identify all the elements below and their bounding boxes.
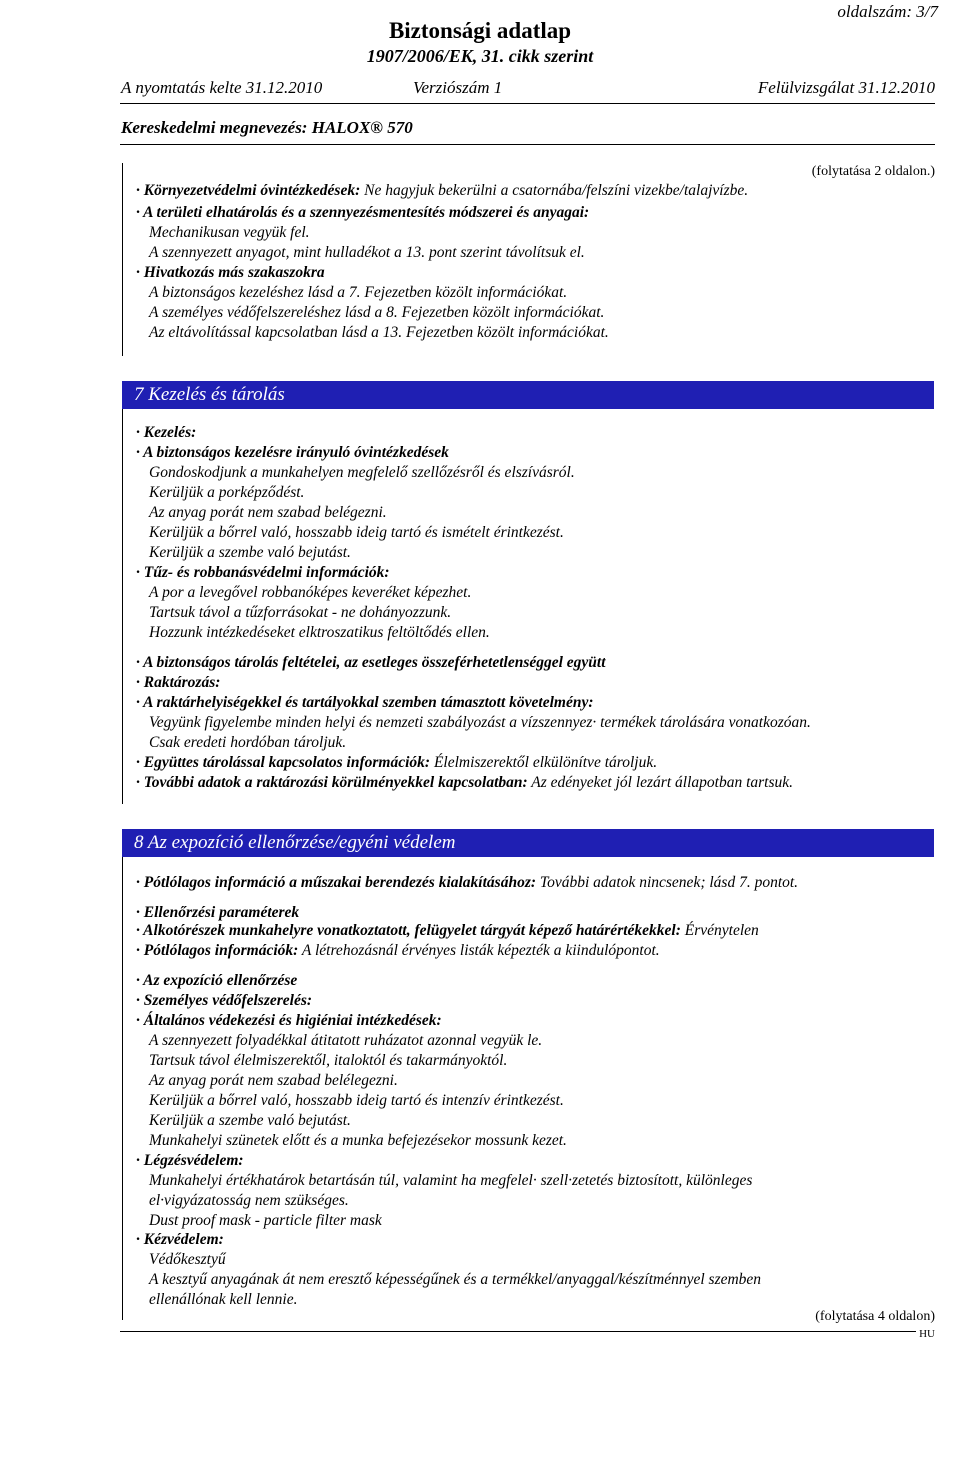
header-divider-bottom bbox=[120, 144, 935, 145]
workplace-limit-values: · Alkotórészek munkahelyre vonatkoztatott, felügyelet tárgyát képező határértékekkel: Érvénytelen bbox=[136, 922, 759, 939]
reference-line: Az eltávolítással kapcsolatban lásd a 13. Fejezetben közölt információkat. bbox=[149, 324, 609, 341]
additional-information: · Pótlólagos információk: A létrehozásnál érvényes listák képezték a kiindulópontot. bbox=[136, 942, 660, 959]
hygiene-measures-label: · Általános védekezési és higiéniai intézkedések: bbox=[136, 1012, 442, 1029]
safe-handling-line: Kerüljük a szembe való bejutást. bbox=[149, 544, 351, 561]
storage-requirements-label: · A raktárhelyiségekkel és tartályokkal szemben támasztott követelmény: bbox=[136, 694, 594, 711]
safe-handling-line: Az anyag porát nem szabad belégezni. bbox=[149, 504, 387, 521]
footer-divider bbox=[120, 1331, 935, 1332]
version-number: Verziószám 1 bbox=[413, 78, 503, 97]
country-code: HU bbox=[916, 1328, 935, 1340]
environmental-precautions: · Környezetvédelmi óvintézkedések: Ne hagyjuk bekerülni a csatornába/felszíni vizekbe/talajvízbe. bbox=[136, 182, 749, 199]
continued-on-note: (folytatása 4 oldalon) bbox=[815, 1309, 935, 1324]
hygiene-line: A szennyezett folyadékkal átitatott ruházatot azonnal vegyük le. bbox=[149, 1032, 543, 1049]
hygiene-line: Tartsuk távol élelmiszerektől, italoktól és takarmányoktól. bbox=[149, 1052, 508, 1069]
storage-requirements-line: Vegyünk figyelembe minden helyi és nemzeti szabályozást a vízszennyez· termékek tárolására vonatkozóan. bbox=[149, 714, 811, 731]
control-parameters-label: · Ellenőrzési paraméterek bbox=[136, 904, 300, 921]
hygiene-line: Kerüljük a bőrrel való, hosszabb ideig tartó és intenzív érintkezést. bbox=[149, 1092, 564, 1109]
further-storage-info: · További adatok a raktározási körülményekkel kapcsolatban: Az edényeket jól lezárt állapotban tartsuk. bbox=[136, 774, 793, 791]
handling-label: · Kezelés: bbox=[136, 424, 197, 441]
page-number: oldalszám: 3/7 bbox=[837, 2, 938, 21]
safe-handling-line: Gondoskodjunk a munkahelyen megfelelő szellőzésről és elszívásról. bbox=[149, 464, 575, 481]
fire-explosion-label: · Tűz- és robbanásvédelmi információk: bbox=[136, 564, 390, 581]
containment-methods-label: · A területi elhatárolás és a szennyezésmentesítés módszerei és anyagai: bbox=[136, 204, 590, 221]
hand-protection-label: · Kézvédelem: bbox=[136, 1231, 224, 1248]
section-margin-rule bbox=[122, 409, 123, 804]
storage-label: · Raktározás: bbox=[136, 674, 221, 691]
hand-protection-line: A kesztyű anyagának át nem eresztő képességűnek és a termékkel/anyaggal/készítménnyel szemben bbox=[149, 1271, 762, 1288]
ppe-label: · Személyes védőfelszerelés: bbox=[136, 992, 313, 1009]
technical-design-info: · Pótlólagos információ a műszakai berendezés kialakításához: További adatok nincsenek; lásd 7. pontot. bbox=[136, 874, 799, 891]
hygiene-line: Kerüljük a szembe való bejutást. bbox=[149, 1112, 351, 1129]
section-7-heading: 7 Kezelés és tárolás bbox=[122, 381, 934, 409]
respiratory-line: Munkahelyi értékhatárok betartásán túl, valamint ha megfelel· szell·zetetés biztosított, különleges bbox=[149, 1172, 753, 1189]
regulation-subtitle: 1907/2006/EK, 31. cikk szerint bbox=[366, 46, 594, 66]
hygiene-line: Munkahelyi szünetek előtt és a munka befejezésekor mossunk kezet. bbox=[149, 1132, 567, 1149]
trade-name: Kereskedelmi megnevezés: HALOX® 570 bbox=[121, 118, 413, 137]
section-8-heading: 8 Az expozíció ellenőrzése/egyéni védelem bbox=[122, 829, 934, 857]
storage-requirements-line: Csak eredeti hordóban tároljuk. bbox=[149, 734, 347, 751]
joint-storage-info: · Együttes tárolással kapcsolatos információk: Élelmiszerektől elkülönítve tároljuk. bbox=[136, 754, 658, 771]
revision-date: Felülvizsgálat 31.12.2010 bbox=[757, 78, 935, 97]
safe-handling-line: Kerüljük a porképződést. bbox=[149, 484, 305, 501]
reference-line: A biztonságos kezeléshez lásd a 7. Fejezetben közölt információkat. bbox=[149, 284, 568, 301]
fire-explosion-line: Hozzunk intézkedéseket elktroszatikus feltöltődés ellen. bbox=[149, 624, 490, 641]
exposure-controls-label: · Az expozíció ellenőrzése bbox=[136, 972, 298, 989]
fire-explosion-line: Tartsuk távol a tűzforrásokat - ne dohányozzunk. bbox=[149, 604, 452, 621]
section-margin-rule bbox=[122, 163, 123, 356]
header-divider-top bbox=[120, 103, 935, 104]
document-title: Biztonsági adatlap bbox=[388, 18, 572, 43]
safe-storage-conditions-label: · A biztonságos tárolás feltételei, az esetleges összeférhetetlenséggel együtt bbox=[136, 654, 606, 671]
continued-from-note: (folytatása 2 oldalon.) bbox=[811, 164, 935, 179]
respiratory-protection-label: · Légzésvédelem: bbox=[136, 1152, 244, 1169]
respiratory-line: el·vigyázatosság nem szükséges. bbox=[149, 1192, 349, 1209]
safe-handling-line: Kerüljük a bőrrel való, hosszabb ideig tartó és ismételt érintkezést. bbox=[149, 524, 564, 541]
reference-sections-label: · Hivatkozás más szakaszokra bbox=[136, 264, 325, 281]
hygiene-line: Az anyag porát nem szabad belélegezni. bbox=[149, 1072, 398, 1089]
section-margin-rule bbox=[122, 857, 123, 1320]
fire-explosion-line: A por a levegővel robbanóképes keveréket képezhet. bbox=[149, 584, 472, 601]
print-date: A nyomtatás kelte 31.12.2010 bbox=[121, 78, 323, 97]
hand-protection-line: Védőkesztyű bbox=[149, 1251, 226, 1268]
hand-protection-line: ellenállónak kell lennie. bbox=[149, 1291, 298, 1308]
safe-handling-label: · A biztonságos kezelésre irányuló óvintézkedések bbox=[136, 444, 449, 461]
containment-line: A szennyezett anyagot, mint hulladékot a 13. pont szerint távolítsuk el. bbox=[149, 244, 585, 261]
respiratory-line: Dust proof mask - particle filter mask bbox=[149, 1212, 382, 1229]
containment-line: Mechanikusan vegyük fel. bbox=[149, 224, 310, 241]
reference-line: A személyes védőfelszereléshez lásd a 8. Fejezetben közölt információkat. bbox=[149, 304, 605, 321]
